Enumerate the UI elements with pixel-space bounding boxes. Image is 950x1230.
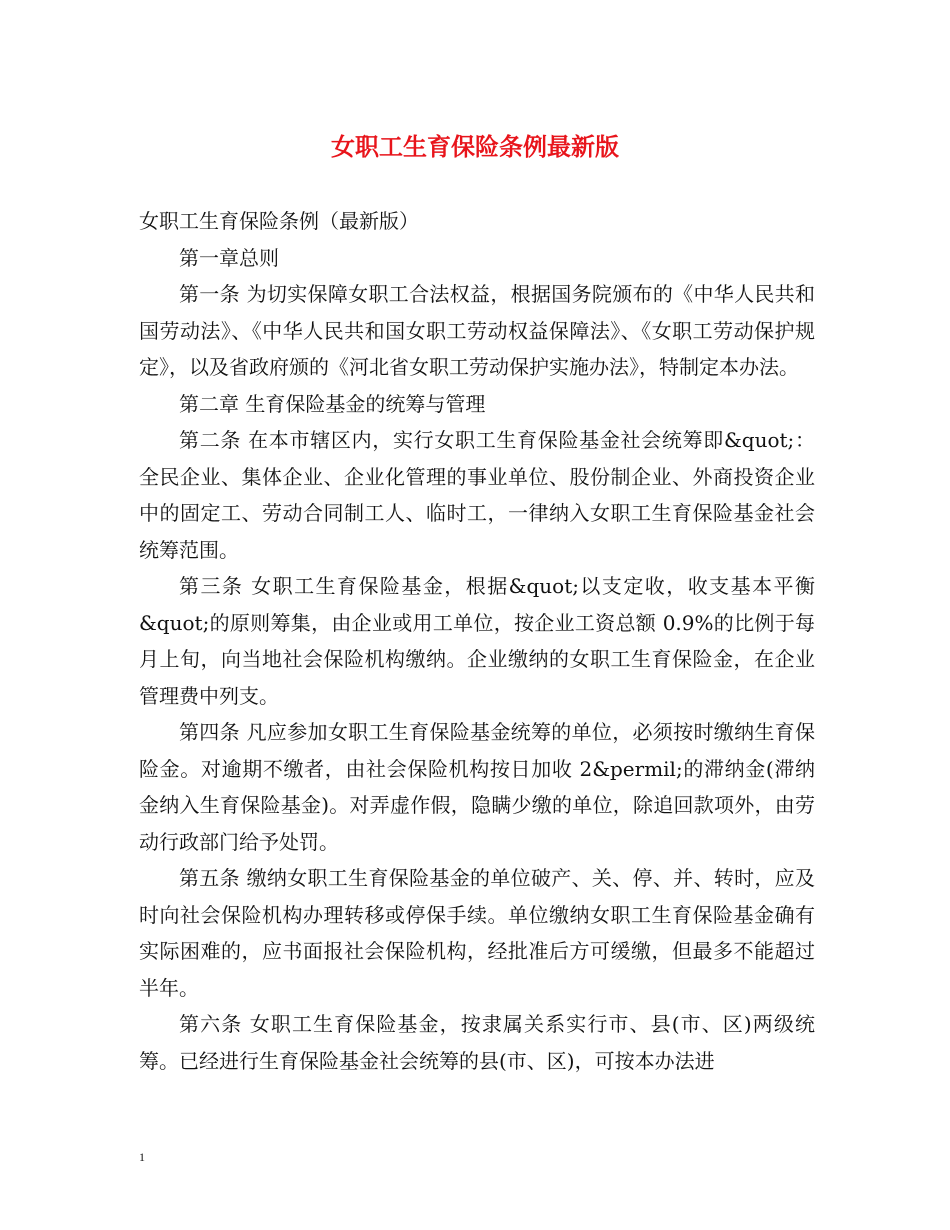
page-number: 1 bbox=[139, 1150, 145, 1164]
article-2: 第二条 在本市辖区内，实行女职工生育保险基金社会统筹即&quot;：全民企业、集体企业、企业化管理的事业单位、股份制企业、外商投资企业中的固定工、劳动合同制工人、临时工，一律纳入女职工生育保险基金社会统筹范围。 bbox=[139, 428, 815, 562]
article-1: 第一条 为切实保障女职工合法权益，根据国务院颁布的《中华人民共和国劳动法》、《中华人民共和国女职工劳动权益保障法》、《女职工劳动保护规定》，以及省政府颁的《河北省女职工劳动保护实施办法》，特制定本办法。 bbox=[139, 282, 815, 379]
document-subtitle: 女职工生育保险条例（最新版） bbox=[139, 209, 419, 233]
chapter-heading-2: 第二章 生育保险基金的统筹与管理 bbox=[179, 391, 486, 416]
chapter-heading-1: 第一章总则 bbox=[179, 245, 279, 270]
document-title: 女职工生育保险条例最新版 bbox=[331, 132, 619, 161]
article-3: 第三条 女职工生育保险基金，根据&quot;以支定收，收支基本平衡&quot;的原则筹集，由企业或用工单位，按企业工资总额 0.9%的比例于每月上旬，向当地社会保险机构缴纳。企业缴纳的女职工生育保险金，在企业管理费中列支。 bbox=[139, 574, 815, 708]
article-5: 第五条 缴纳女职工生育保险基金的单位破产、关、停、并、转时，应及时向社会保险机构办理转移或停保手续。单位缴纳女职工生育保险基金确有实际困难的，应书面报社会保险机构，经批准后方可缓缴，但最多不能超过半年。 bbox=[139, 866, 815, 1000]
article-6: 第六条 女职工生育保险基金，按隶属关系实行市、县(市、区)两级统筹。已经进行生育保险基金社会统筹的县(市、区)，可按本办法进 bbox=[139, 1012, 815, 1073]
article-4: 第四条 凡应参加女职工生育保险基金统筹的单位，必须按时缴纳生育保险金。对逾期不缴者，由社会保险机构按日加收 2&permil;的滞纳金(滞纳金纳入生育保险基金)。对弄虚作假，隐瞒少缴的单位，除追回款项外，由劳动行政部门给予处罚。 bbox=[139, 720, 815, 854]
document-body bbox=[139, 203, 815, 1079]
